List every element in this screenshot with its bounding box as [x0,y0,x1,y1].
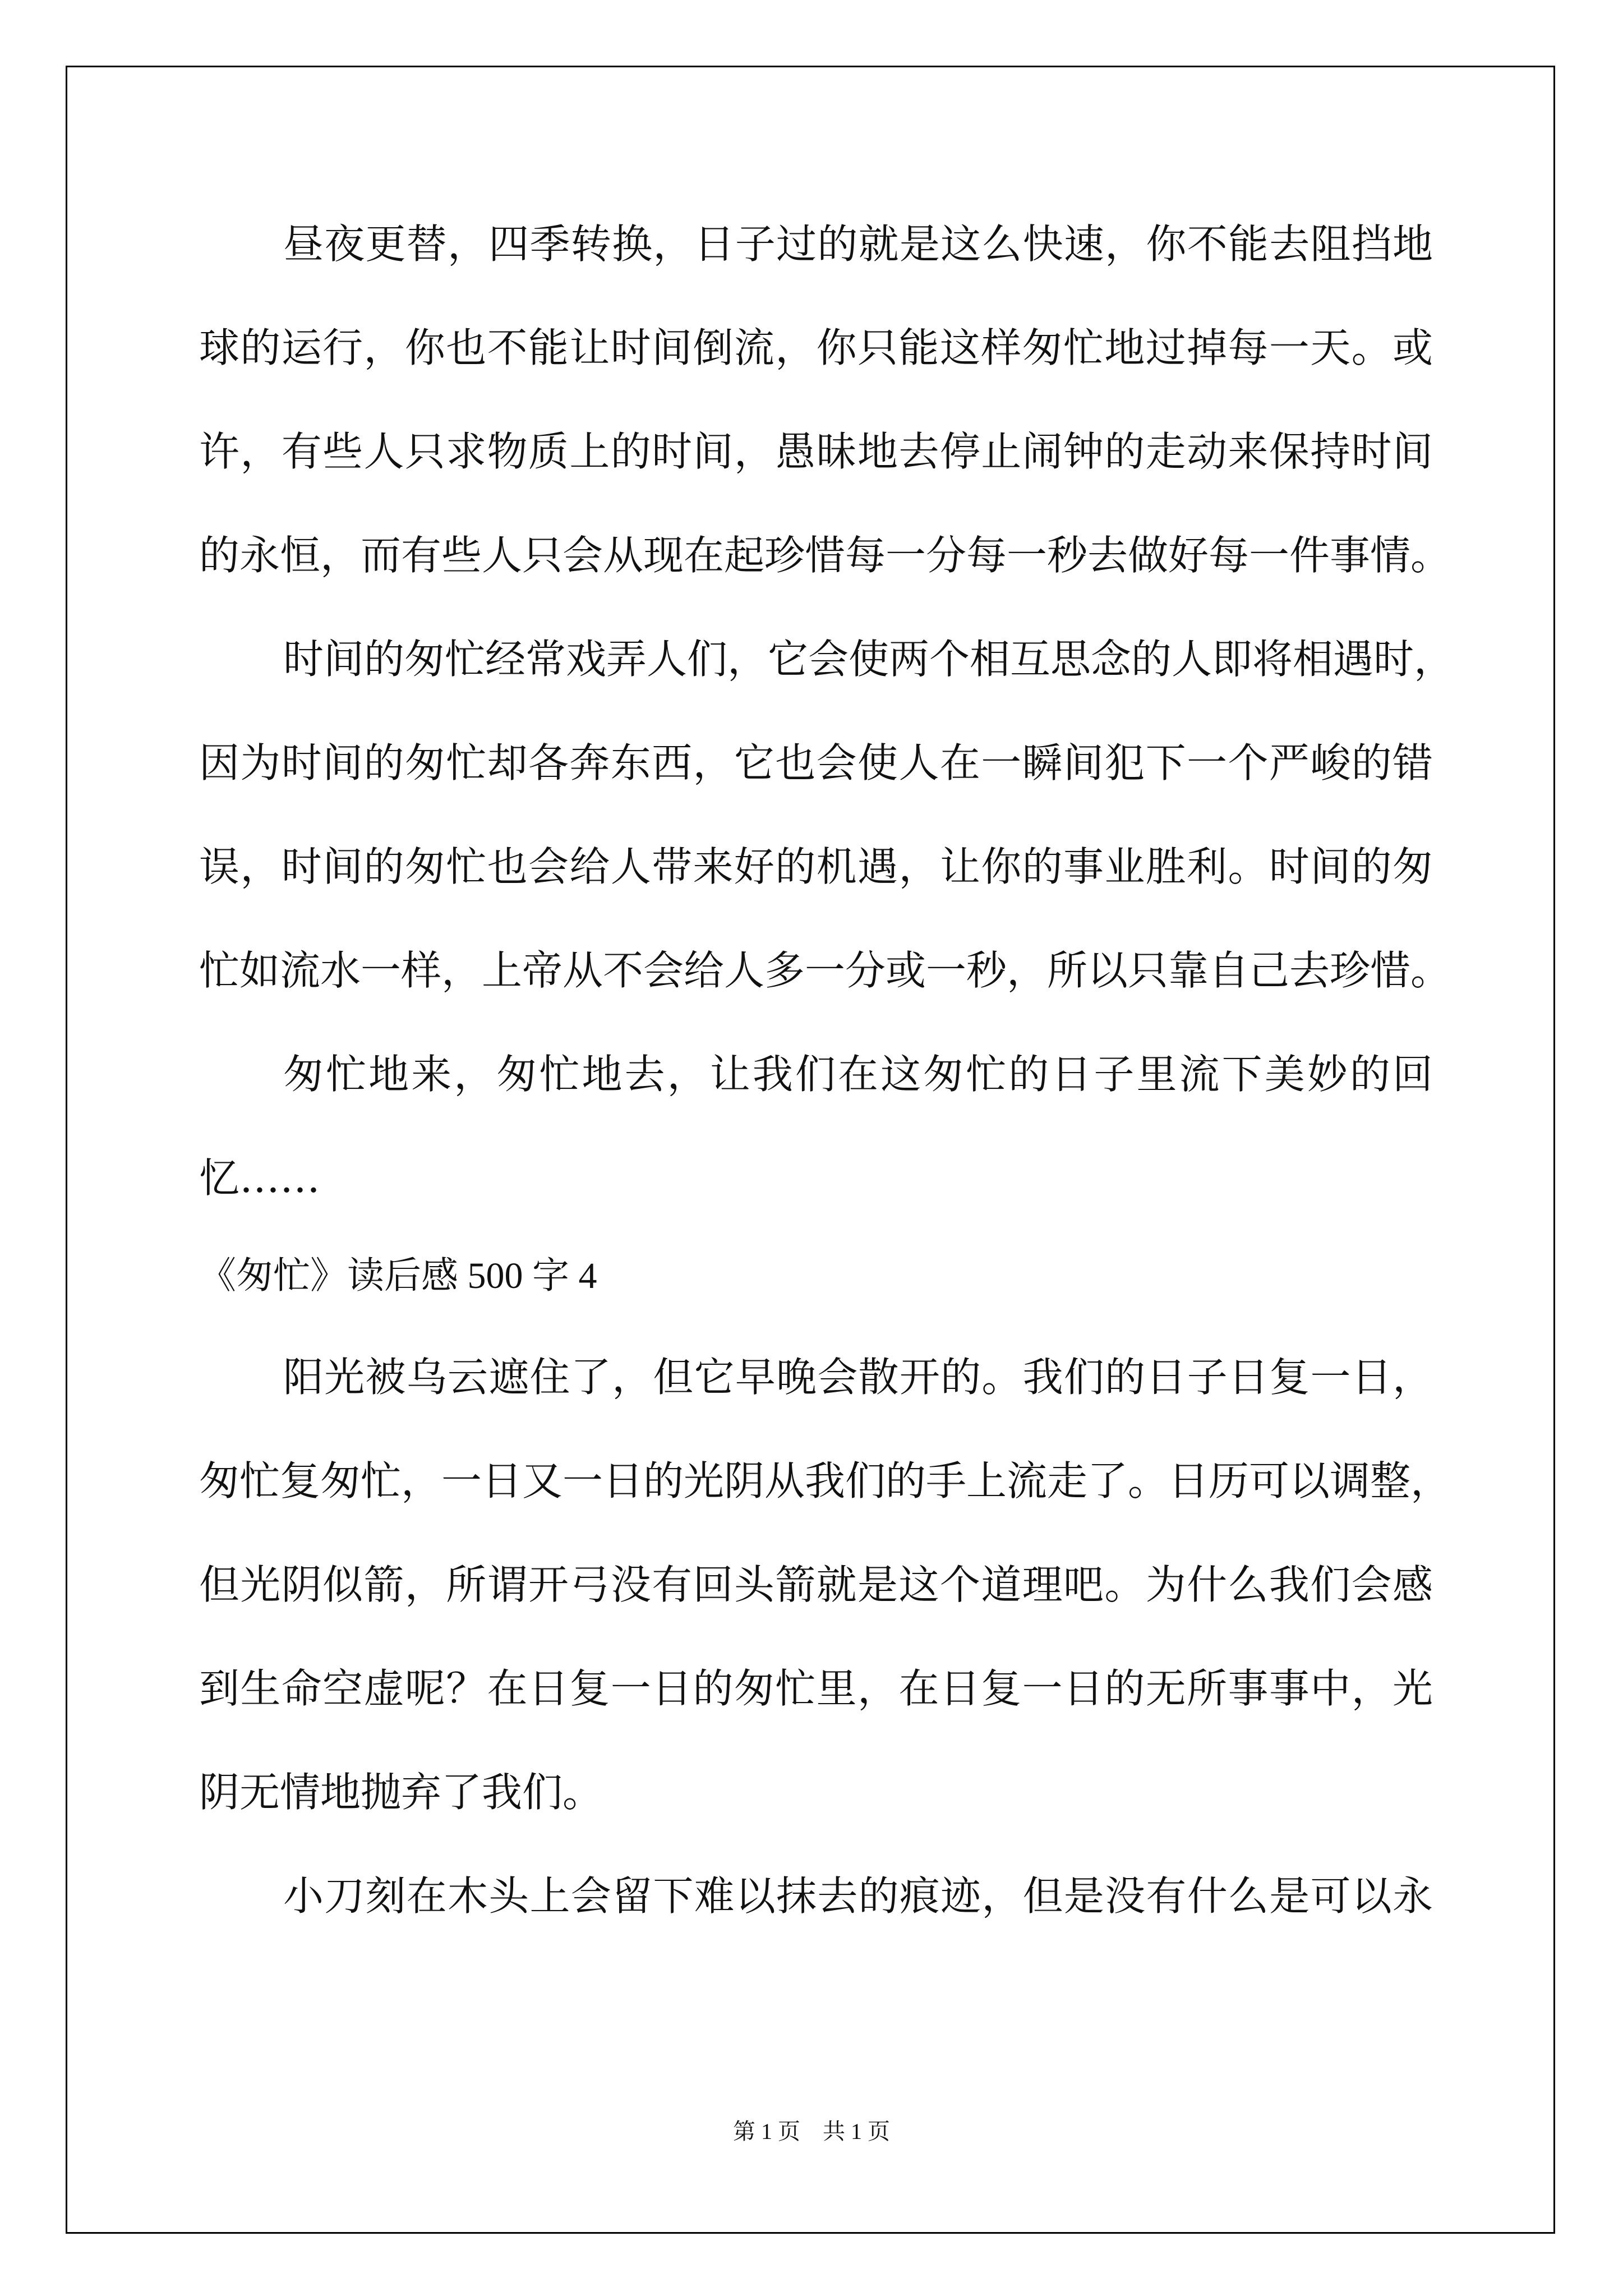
paragraph-1-line-4: 的永恒，而有些人只会从现在起珍惜每一分每一秒去做好每一件事情。 [199,532,1451,579]
paragraph-2-line-1: 时间的匆忙经常戏弄人们，它会使两个相互思念的人即将相遇时， [283,636,1455,683]
paragraph-4-line-3: 但光阴似箭，所谓开弓没有回头箭就是这个道理吧。为什么我们会感 [199,1561,1433,1608]
paragraph-1-line-3: 许，有些人只求物质上的时间，愚昧地去停止闹钟的走动来保持时间 [199,428,1433,475]
paragraph-2-line-2: 因为时间的匆忙却各奔东西，它也会使人在一瞬间犯下一个严峻的错 [199,739,1433,786]
paragraph-4-line-1: 阳光被乌云遮住了，但它早晚会散开的。我们的日子日复一日， [283,1354,1433,1401]
paragraph-3-line-1: 匆忙地来，匆忙地去，让我们在这匆忙的日子里流下美妙的回 [283,1051,1433,1098]
section-heading: 《匆忙》读后感 500 字 4 [199,1255,597,1296]
paragraph-2-line-4: 忙如流水一样，上帝从不会给人多一分或一秒，所以只靠自己去珍惜。 [199,947,1451,994]
paragraph-4-line-5: 阴无情地抛弃了我们。 [199,1769,603,1816]
paragraph-5-line-1: 小刀刻在木头上会留下难以抹去的痕迹，但是没有什么是可以永 [283,1872,1433,1920]
paragraph-1-line-2: 球的运行，你也不能让时间倒流，你只能这样匆忙地过掉每一天。或 [199,324,1433,371]
paragraph-2-line-3: 误，时间的匆忙也会给人带来好的机遇，让你的事业胜利。时间的匆 [199,843,1433,890]
paragraph-1-line-1: 昼夜更替，四季转换，日子过的就是这么快速，你不能去阻挡地 [283,220,1433,268]
page-number-footer: 第 1 页 共 1 页 [733,2119,890,2144]
paragraph-4-line-2: 匆忙复匆忙，一日又一日的光阴从我们的手上流走了。日历可以调整， [199,1457,1451,1504]
paragraph-4-line-4: 到生命空虚呢？在日复一日的匆忙里，在日复一日的无所事事中，光 [199,1665,1433,1712]
paragraph-3-line-2: 忆…… [199,1154,321,1202]
